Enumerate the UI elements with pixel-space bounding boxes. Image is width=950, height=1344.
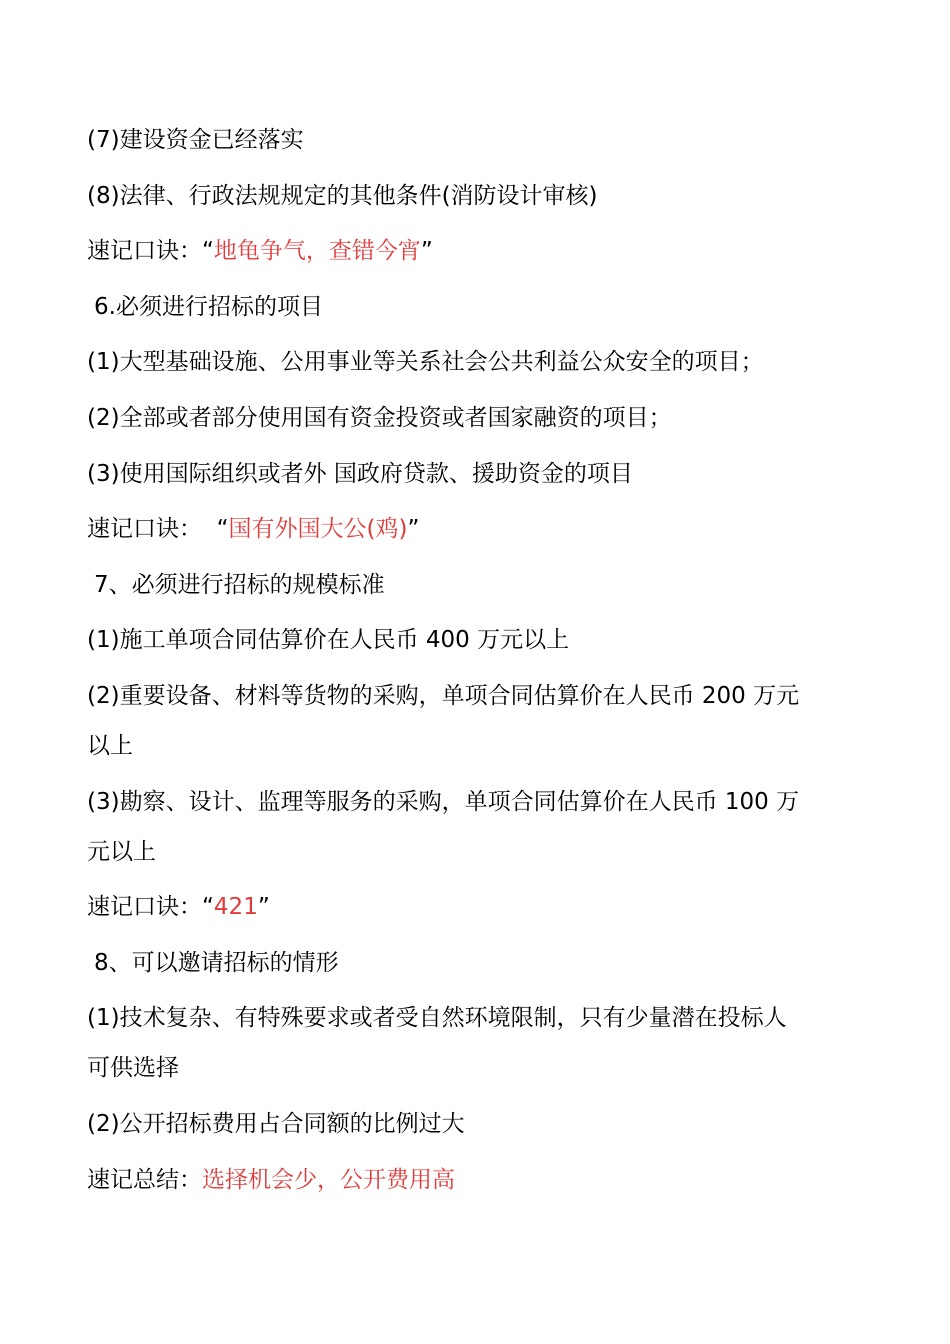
- mnemonic-highlight: 国有外国大公(鸡): [228, 516, 408, 543]
- section-title: 8、可以邀请招标的情形: [94, 949, 339, 976]
- section-6-item-1: [87, 338, 877, 394]
- section-6-item-2: [87, 394, 877, 450]
- line-text: (3)使用国际组织或者外 国政府贷款、援助资金的项目: [87, 460, 633, 487]
- line-text: (2)全部或者部分使用国有资金投资或者国家融资的项目；: [87, 404, 672, 431]
- line-text: (1)大型基础设施、公用事业等关系社会公共利益公众安全的项目；: [87, 349, 764, 376]
- section-title: 6.必须进行招标的项目: [94, 293, 323, 320]
- line-text: (8)法律、行政法规规定的其他条件(消防设计审核): [87, 182, 598, 209]
- mnemonic-highlight: 421: [213, 894, 258, 921]
- item-7-funding: [87, 116, 877, 172]
- section-8-item-2: [87, 1100, 877, 1156]
- section-7-item-2: [87, 672, 877, 722]
- section-8-item-1: [87, 994, 877, 1044]
- section-7-item-1: [87, 616, 877, 672]
- mnemonic-quote-close: ”: [257, 894, 270, 921]
- mnemonic-conditions: [87, 227, 877, 283]
- mnemonic-thresholds: [87, 883, 877, 939]
- line-text: (7)建设资金已经落实: [87, 127, 304, 153]
- summary-invitation: [87, 1156, 877, 1212]
- mnemonic-quote-close: ”: [420, 238, 433, 265]
- line-text: (1)技术复杂、有特殊要求或者受自然环境限制，只有少量潜在投标人: [87, 1005, 787, 1032]
- section-7-item-3-continued: [87, 828, 877, 884]
- line-text: 可供选择: [87, 1055, 179, 1082]
- section-title: 7、必须进行招标的规模标准: [94, 571, 385, 598]
- line-text: (3)勘察、设计、监理等服务的采购，单项合同估算价在人民币 100 万: [87, 788, 800, 815]
- line-text: 以上: [87, 732, 133, 759]
- mnemonic-label: 速记口诀：“: [87, 238, 214, 265]
- line-text: (2)重要设备、材料等货物的采购，单项合同估算价在人民币 200 万元: [87, 682, 800, 709]
- document-body: [87, 116, 877, 1211]
- summary-label: 速记总结：: [87, 1166, 202, 1193]
- summary-highlight: 选择机会少，公开费用高: [202, 1166, 455, 1193]
- section-6-heading: [87, 283, 877, 339]
- mnemonic-projects: [87, 505, 877, 561]
- mnemonic-quote-close: ”: [407, 516, 420, 543]
- section-7-item-3: [87, 778, 877, 828]
- line-text: 元以上: [87, 838, 156, 865]
- section-8-item-1-continued: [87, 1044, 877, 1100]
- section-6-item-3: [87, 450, 877, 506]
- mnemonic-label: 速记口诀：“: [87, 894, 214, 921]
- line-text: (2)公开招标费用占合同额的比例过大: [87, 1110, 465, 1137]
- section-7-item-2-continued: [87, 722, 877, 778]
- mnemonic-label: 速记口诀： “: [87, 516, 229, 543]
- section-7-heading: [87, 561, 877, 617]
- line-text: (1)施工单项合同估算价在人民币 400 万元以上: [87, 627, 570, 654]
- mnemonic-highlight: 地龟争气，查错今宵: [213, 238, 421, 265]
- item-8-other-conditions: [87, 172, 877, 228]
- section-8-heading: [87, 939, 877, 995]
